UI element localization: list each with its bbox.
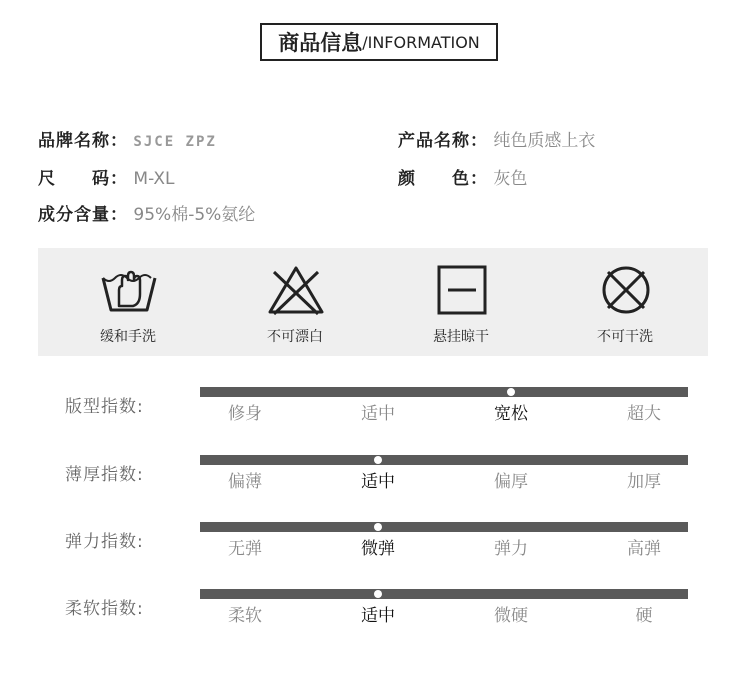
no-dry-clean-icon <box>596 264 656 318</box>
scale-bar <box>200 589 688 599</box>
care-label: 不可干洗 <box>597 329 653 345</box>
scale-option: 宽松 <box>494 404 528 424</box>
product-row <box>398 126 595 151</box>
material-value: 95%棉-5%氨纶 <box>133 205 256 225</box>
care-label: 不可漂白 <box>267 329 323 345</box>
brand-label: 品牌名称： <box>38 131 128 151</box>
scale-option: 微弹 <box>361 539 395 559</box>
color-row <box>398 164 527 189</box>
scale-option: 偏薄 <box>228 472 262 492</box>
care-instructions <box>38 248 708 356</box>
scale-indicator <box>374 590 382 598</box>
scale-option: 微硬 <box>494 606 528 626</box>
scale-option: 适中 <box>361 472 395 492</box>
title-main: 商品信息 <box>278 31 363 55</box>
scale-bar <box>200 522 688 532</box>
scale-option: 超大 <box>627 404 661 424</box>
care-label: 缓和手洗 <box>100 329 156 345</box>
scale-option: 偏厚 <box>494 472 528 492</box>
scale-option: 柔软 <box>228 606 262 626</box>
care-label: 悬挂晾干 <box>433 329 489 345</box>
scale-option: 加厚 <box>627 472 661 492</box>
scale-option: 高弹 <box>627 539 661 559</box>
scale-label: 弹力指数: <box>65 532 144 552</box>
scale-option: 适中 <box>361 606 395 626</box>
material-label: 成分含量： <box>38 205 128 225</box>
scale-indicator <box>507 388 515 396</box>
scale-indicator <box>374 523 382 531</box>
brand-logo: SJCE ZPZ <box>133 134 217 150</box>
no-bleach-icon <box>266 264 326 318</box>
scale-label: 版型指数: <box>65 397 144 417</box>
scale-option: 硬 <box>635 606 653 626</box>
color-value: 灰色 <box>493 169 528 189</box>
scale-option: 弹力 <box>494 539 528 559</box>
size-label: 尺 码： <box>38 169 128 189</box>
hand-wash-icon <box>99 264 159 318</box>
scale-bar <box>200 387 688 397</box>
size-value: M-XL <box>133 169 175 189</box>
scale-option: 无弹 <box>228 539 262 559</box>
color-label: 颜 色： <box>398 169 488 189</box>
scale-option: 适中 <box>361 404 395 424</box>
material-row <box>38 200 255 225</box>
scale-label: 薄厚指数: <box>65 465 144 485</box>
scale-label: 柔软指数: <box>65 599 144 619</box>
product-label: 产品名称： <box>398 131 488 151</box>
title-sub: /INFORMATION <box>362 32 480 52</box>
size-row <box>38 164 174 189</box>
brand-row <box>38 126 217 151</box>
product-value: 纯色质感上衣 <box>493 131 596 151</box>
scale-indicator <box>374 456 382 464</box>
hang-dry-icon <box>432 264 492 318</box>
scale-bar <box>200 455 688 465</box>
scale-option: 修身 <box>228 404 262 424</box>
section-title <box>260 23 498 61</box>
